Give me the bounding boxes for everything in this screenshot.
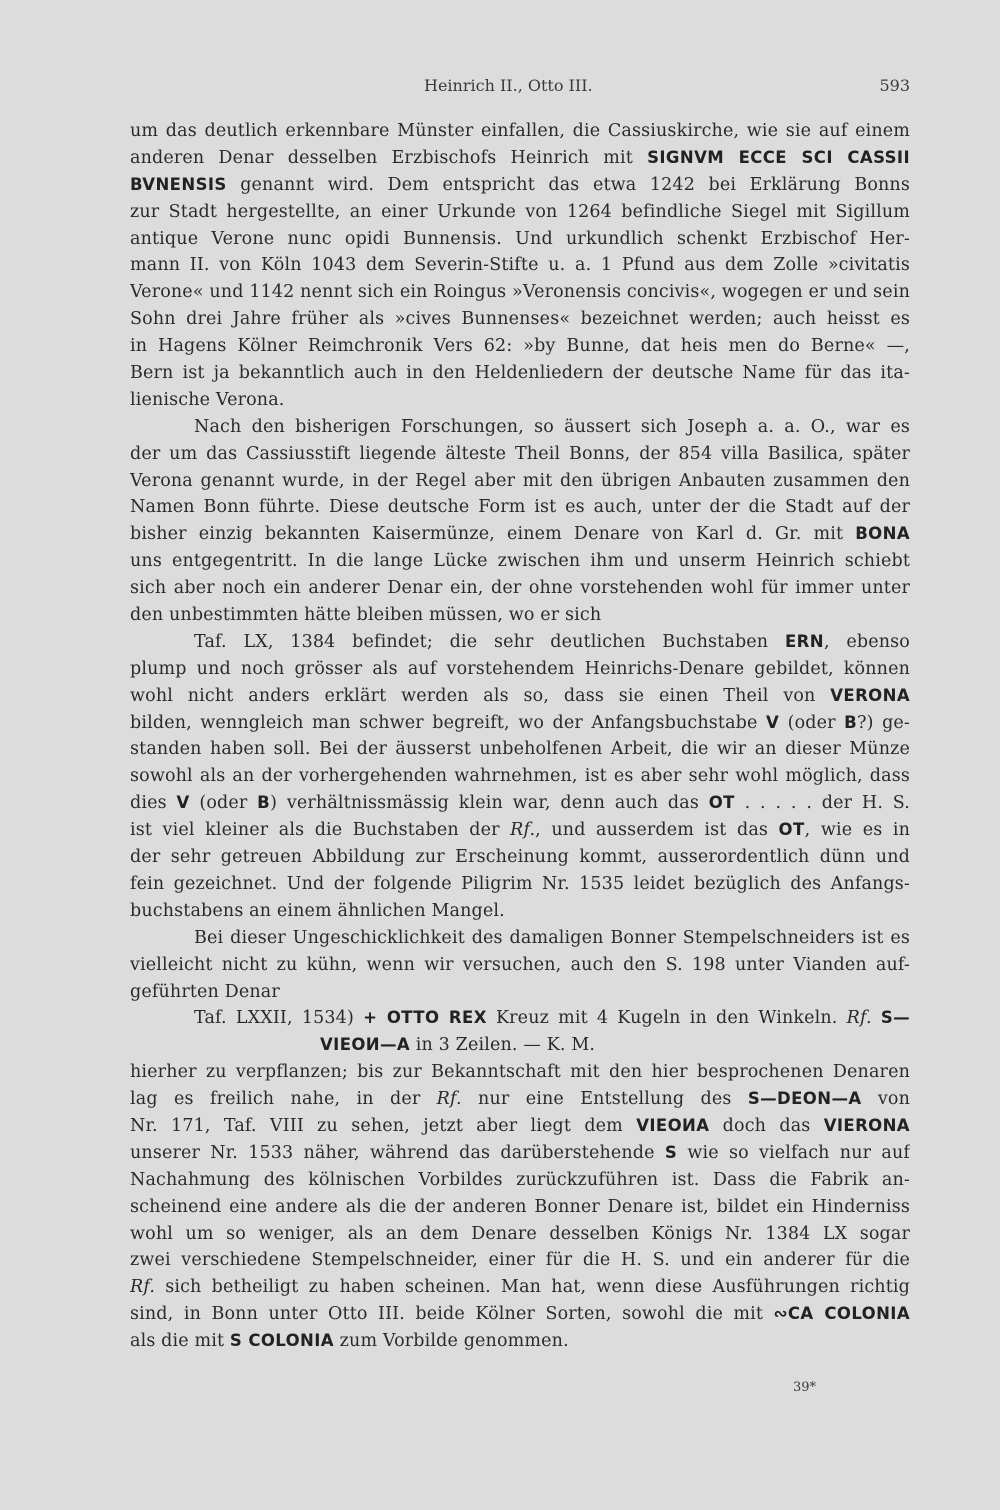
- text-line: [130, 790, 910, 817]
- coin-legend: OT: [708, 793, 735, 813]
- text-line: [130, 1032, 910, 1059]
- text-run: scheinend eine andere als die der anderen Bonner Denare ist, bildet ein Hinderniss: [130, 1196, 910, 1217]
- text-run: plump und noch grösser als auf vorstehendem Heinrichs-Denare gebildet, können: [130, 658, 910, 679]
- text-run: Kreuz mit 4 Kugeln in den Winkeln.: [486, 1008, 847, 1029]
- text-line: [130, 306, 910, 333]
- text-line: [130, 1221, 910, 1248]
- text-run: zwei verschiedene Stempelschneider, einer für die H. S. und ein anderer für die: [130, 1250, 910, 1271]
- text-run: bisher einzig bekannten Kaisermünze, einem Denare von Karl d. Gr. mit: [130, 524, 856, 545]
- coin-legend: VERONA: [830, 685, 910, 705]
- text-line: [130, 252, 910, 279]
- coin-legend: S—DEON—A: [747, 1089, 862, 1109]
- text-run: ) verhältnissmässig klein war, denn auch das: [270, 793, 709, 814]
- coin-legend: V: [766, 712, 780, 732]
- text-run: sind, in Bonn unter Otto III. beide Kölner Sorten, sowohl die mit: [130, 1304, 774, 1325]
- text-line: [130, 1301, 910, 1328]
- text-run: in 3 Zeilen. — K. M.: [410, 1035, 596, 1056]
- text-line: [130, 1086, 910, 1113]
- coin-legend: S: [664, 1142, 678, 1162]
- text-line: [130, 844, 910, 871]
- coin-legend: S—: [880, 1008, 910, 1028]
- text-line: [130, 656, 910, 683]
- text-run: mann II. von Köln 1043 dem Severin-Stifte u. a. 1 Pfund aus dem Zolle »civitatis: [130, 255, 910, 276]
- text-run: sich aber noch ein anderer Denar ein, der ohne vorstehenden wohl für immer unter: [130, 578, 910, 599]
- text-line: [130, 387, 910, 414]
- text-run: um das deutlich erkennbare Münster einfallen, die Cassiuskirche, wie sie auf einem: [130, 121, 910, 141]
- text-run: den unbestimmten hätte bleiben müssen, wo er sich: [130, 605, 602, 626]
- text-run: Bern ist ja bekanntlich auch in den Heldenliedern der deutsche Name für das ita-: [130, 363, 910, 384]
- text-run: [872, 1008, 881, 1028]
- coin-legend: ∾CA COLONIA: [773, 1304, 910, 1324]
- text-run: zur Stadt hergestellte, an einer Urkunde von 1264 befindliche Siegel mit Sigillum: [130, 201, 910, 222]
- text-run: als die mit: [130, 1331, 230, 1352]
- running-title: Heinrich II., Otto III.: [424, 76, 593, 95]
- italic-abbrev: Rf.: [846, 1008, 872, 1029]
- text-line: [130, 1274, 910, 1301]
- text-line: [130, 898, 910, 925]
- text-line: [130, 763, 910, 790]
- running-header: [130, 76, 910, 100]
- text-run: Verona genannt wurde, in der Regel aber mit den übrigen Anbauten zusammen den: [130, 470, 910, 491]
- text-line: [130, 925, 910, 952]
- text-line: [130, 1247, 910, 1274]
- coin-legend: B: [257, 793, 271, 813]
- text-run: sich betheiligt zu haben scheinen. Man hat, wenn diese Ausführungen richtig: [155, 1277, 910, 1298]
- text-line: [130, 1113, 910, 1140]
- signature-mark: 39*: [793, 1380, 817, 1395]
- text-line: [130, 629, 910, 656]
- text-run: der um das Cassiusstift liegende älteste Theil Bonns, der 854 villa Basilica, später: [130, 443, 910, 464]
- italic-abbrev: Rf.: [510, 820, 536, 841]
- text-line: [130, 736, 910, 763]
- text-line: [130, 468, 910, 495]
- text-line: [130, 1194, 910, 1221]
- text-run: dies: [130, 793, 177, 814]
- text-run: Nr. 171, Taf. VIII zu sehen, jetzt aber liegt dem: [130, 1115, 637, 1136]
- text-run: Taf. LX, 1384 befindet; die sehr deutlichen Buchstaben: [194, 631, 785, 652]
- text-line: [130, 118, 910, 145]
- text-line: [130, 683, 910, 710]
- text-run: Sohn drei Jahre früher als »cives Bunnenses« bezeichnet werden; auch heisst es: [130, 309, 910, 330]
- text-line: [130, 1140, 910, 1167]
- text-line: [130, 1059, 910, 1086]
- text-run: von: [861, 1089, 910, 1110]
- text-line: [130, 1328, 910, 1355]
- text-run: Nach den bisherigen Forschungen, so äussert sich Joseph a. a. O., war es: [194, 416, 910, 437]
- text-run: , wie es in: [804, 820, 910, 841]
- text-run: vielleicht nicht zu kühn, wenn wir versuchen, auch den S. 198 unter Vianden auf-: [130, 954, 910, 975]
- text-line: [130, 360, 910, 387]
- text-run: lag es freilich nahe, in der: [130, 1089, 437, 1110]
- coin-legend: S COLONIA: [229, 1331, 334, 1351]
- text-run: genannt wird. Dem entspricht das etwa 1242 bei Erklärung Bonns: [226, 174, 910, 195]
- text-line: [130, 279, 910, 306]
- text-run: (oder: [779, 712, 845, 733]
- text-run: fein gezeichnet. Und der folgende Piligrim Nr. 1535 leidet bezüglich des Anfangs-: [130, 873, 910, 894]
- text-run: unserer Nr. 1533 näher, während das darüberstehende: [130, 1142, 665, 1163]
- text-run: Verone« und 1142 nennt sich ein Roingus »Veronensis concivis«, wogegen er und sein: [130, 282, 910, 303]
- text-run: . . . . . der H. S.: [734, 793, 910, 814]
- text-run: ?) ge-: [857, 712, 910, 733]
- coin-legend: BVNENSIS: [130, 174, 227, 194]
- text-run: Nachahmung des kölnischen Vorbildes zurückzuführen ist. Dass die Fabrik an-: [130, 1169, 910, 1190]
- text-run: der sehr getreuen Abbildung zur Erscheinung kommt, ausserordentlich dünn und: [130, 847, 910, 868]
- text-run: buchstabens an einem ähnlichen Mangel.: [130, 900, 505, 921]
- coin-legend: OT: [778, 820, 805, 840]
- text-run: wohl nicht anders erklärt werden als so, dass sie einen Theil von: [130, 685, 831, 706]
- italic-abbrev: Rf.: [436, 1089, 462, 1110]
- text-line: [130, 333, 910, 360]
- italic-abbrev: Rf.: [130, 1277, 156, 1298]
- text-run: nur eine Entstellung des: [461, 1089, 748, 1110]
- text-run: geführten Denar: [130, 981, 280, 1002]
- text-run: ist viel kleiner als die Buchstaben der: [130, 820, 511, 841]
- text-line: [130, 817, 910, 844]
- text-run: in Hagens Kölner Reimchronik Vers 62: »by Bunne, dat heis men do Berne« —,: [130, 336, 910, 357]
- coin-legend: B: [844, 712, 858, 732]
- text-run: anderen Denar desselben Erzbischofs Heinrich mit: [130, 147, 648, 168]
- text-line: [130, 871, 910, 898]
- text-line: [130, 602, 910, 629]
- text-run: bilden, wenngleich man schwer begreift, wo der Anfangsbuchstabe: [130, 712, 766, 733]
- text-run: standen haben soll. Bei der äusserst unbeholfenen Arbeit, die wir an dieser Münze: [130, 739, 910, 760]
- text-run: Taf. LXXII, 1534): [194, 1008, 364, 1029]
- text-run: antique Verone nunc opidi Bunnensis. Und urkundlich schenkt Erzbischof Her-: [130, 228, 910, 249]
- text-run: lienische Verona.: [130, 389, 285, 410]
- text-line: [130, 710, 910, 737]
- text-run: (oder: [189, 793, 258, 814]
- text-run: , und ausserdem ist das: [535, 820, 779, 841]
- text-run: hierher zu verpflanzen; bis zur Bekanntschaft mit den hier besprochenen Denaren: [130, 1062, 910, 1083]
- text-line: [130, 494, 910, 521]
- coin-legend: VIEOИ—A: [320, 1035, 411, 1055]
- text-run: uns entgegentritt. In die lange Lücke zwischen ihm und unserm Heinrich schiebt: [130, 551, 910, 572]
- text-line: [130, 226, 910, 253]
- body-text: [130, 118, 910, 1355]
- coin-legend: ERN: [784, 631, 824, 651]
- text-line: [130, 1005, 910, 1032]
- text-run: Namen Bonn führte. Diese deutsche Form ist es auch, unter der die Stadt auf der: [130, 497, 910, 518]
- text-run: doch das: [709, 1115, 824, 1136]
- coin-legend: VIEOИA: [636, 1115, 710, 1135]
- text-run: zum Vorbilde genommen.: [333, 1331, 569, 1352]
- text-line: [130, 952, 910, 979]
- text-line: [130, 145, 910, 172]
- text-run: , ebenso: [823, 631, 910, 652]
- coin-legend: SIGNVM ECCE SCI CASSII: [647, 147, 910, 167]
- text-line: [130, 521, 910, 548]
- text-run: sowohl als an der vorhergehenden wahrnehmen, ist es aber sehr wohl möglich, dass: [130, 766, 910, 787]
- text-line: [130, 548, 910, 575]
- coin-legend: + OTTO REX: [363, 1008, 487, 1028]
- text-line: [130, 575, 910, 602]
- text-line: [130, 1167, 910, 1194]
- text-line: [130, 979, 910, 1006]
- coin-legend: BONA: [855, 524, 910, 544]
- text-line: [130, 441, 910, 468]
- coin-legend: V: [176, 793, 190, 813]
- coin-legend: VIERONA: [823, 1115, 910, 1135]
- text-line: [130, 172, 910, 199]
- text-line: [130, 414, 910, 441]
- text-run: wie so vielfach nur auf: [677, 1142, 910, 1163]
- text-run: wohl um so weniger, als an dem Denare desselben Königs Nr. 1384 LX sogar: [130, 1223, 910, 1244]
- text-line: [130, 199, 910, 226]
- text-run: Bei dieser Ungeschicklichkeit des damaligen Bonner Stempelschneiders ist es: [194, 927, 910, 948]
- page-number: 593: [879, 76, 910, 95]
